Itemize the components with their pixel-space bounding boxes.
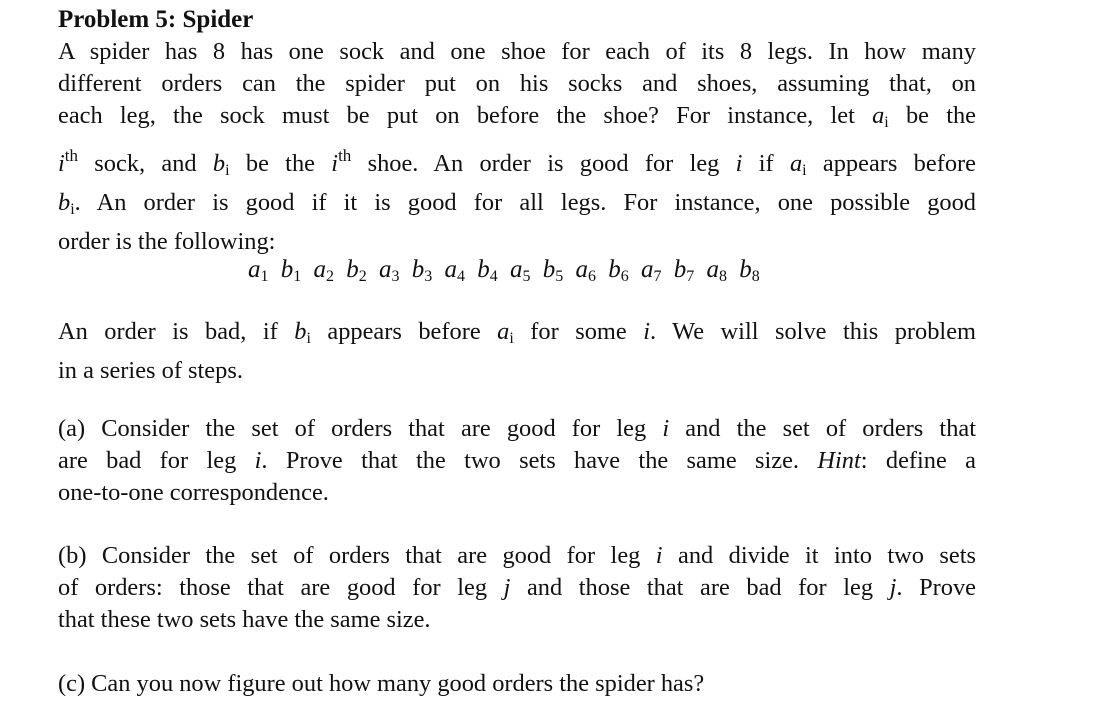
part-c-line: (c) Can you now figure out how many good orders the spider has?	[58, 670, 705, 697]
intro-line: A spider has 8 has one sock and one shoe for each of its 8 legs. In how many	[58, 38, 976, 65]
part-b-line: of orders: those that are good for leg j and those that are bad for leg j. Prove	[58, 574, 976, 602]
part-a-line: one-to-one correspondence.	[58, 479, 329, 507]
part-b-line: (b) Consider the set of orders that are good for leg i and divide it into two sets	[58, 542, 976, 569]
example-order-formula: $a_1$ $b_1$ $a_2$ $b_2$ $a_3$ $b_3$ $a_4$ $b_4$ $a_5$ $b_5$ $a_6$ $b_6$ $a_7$ $b_7$ $a_8$ $b_8$	[248, 256, 760, 285]
intro-line: each leg, the sock must be put on before the shoe? For instance, let $a_i$ be the	[58, 102, 976, 132]
part-a-line: are bad for leg i. Prove that the two sets have the same size. Hint: define a	[58, 447, 977, 475]
part-a-line: (a) Consider the set of orders that are good for leg i and the set of orders that	[58, 415, 976, 442]
intro-line: $b_i$. An order is good if it is good for all legs. For instance, one possible good	[58, 188, 976, 218]
bad-order-definition	[58, 316, 976, 387]
intro-line: different orders can the spider put on his socks and shoes, assuming that, on	[58, 70, 976, 98]
part-c	[58, 668, 976, 700]
problem-title: Problem 5: Spider	[58, 6, 254, 33]
part-b	[58, 540, 976, 637]
intro-line: $i^{th}$ sock, and $b_i$ be the $i^{th}$ shoe. An order is good for leg i if $a_i$ appears before	[58, 145, 976, 179]
part-a	[58, 413, 976, 510]
intro-line: order is the following:	[58, 228, 276, 256]
problem-intro	[58, 36, 976, 258]
part-b-line: that these two sets have the same size.	[58, 606, 431, 634]
bad-line: An order is bad, if $b_i$ appears before $a_i$ for some i. We will solve this problem	[58, 318, 976, 347]
bad-line: in a series of steps.	[58, 357, 243, 385]
